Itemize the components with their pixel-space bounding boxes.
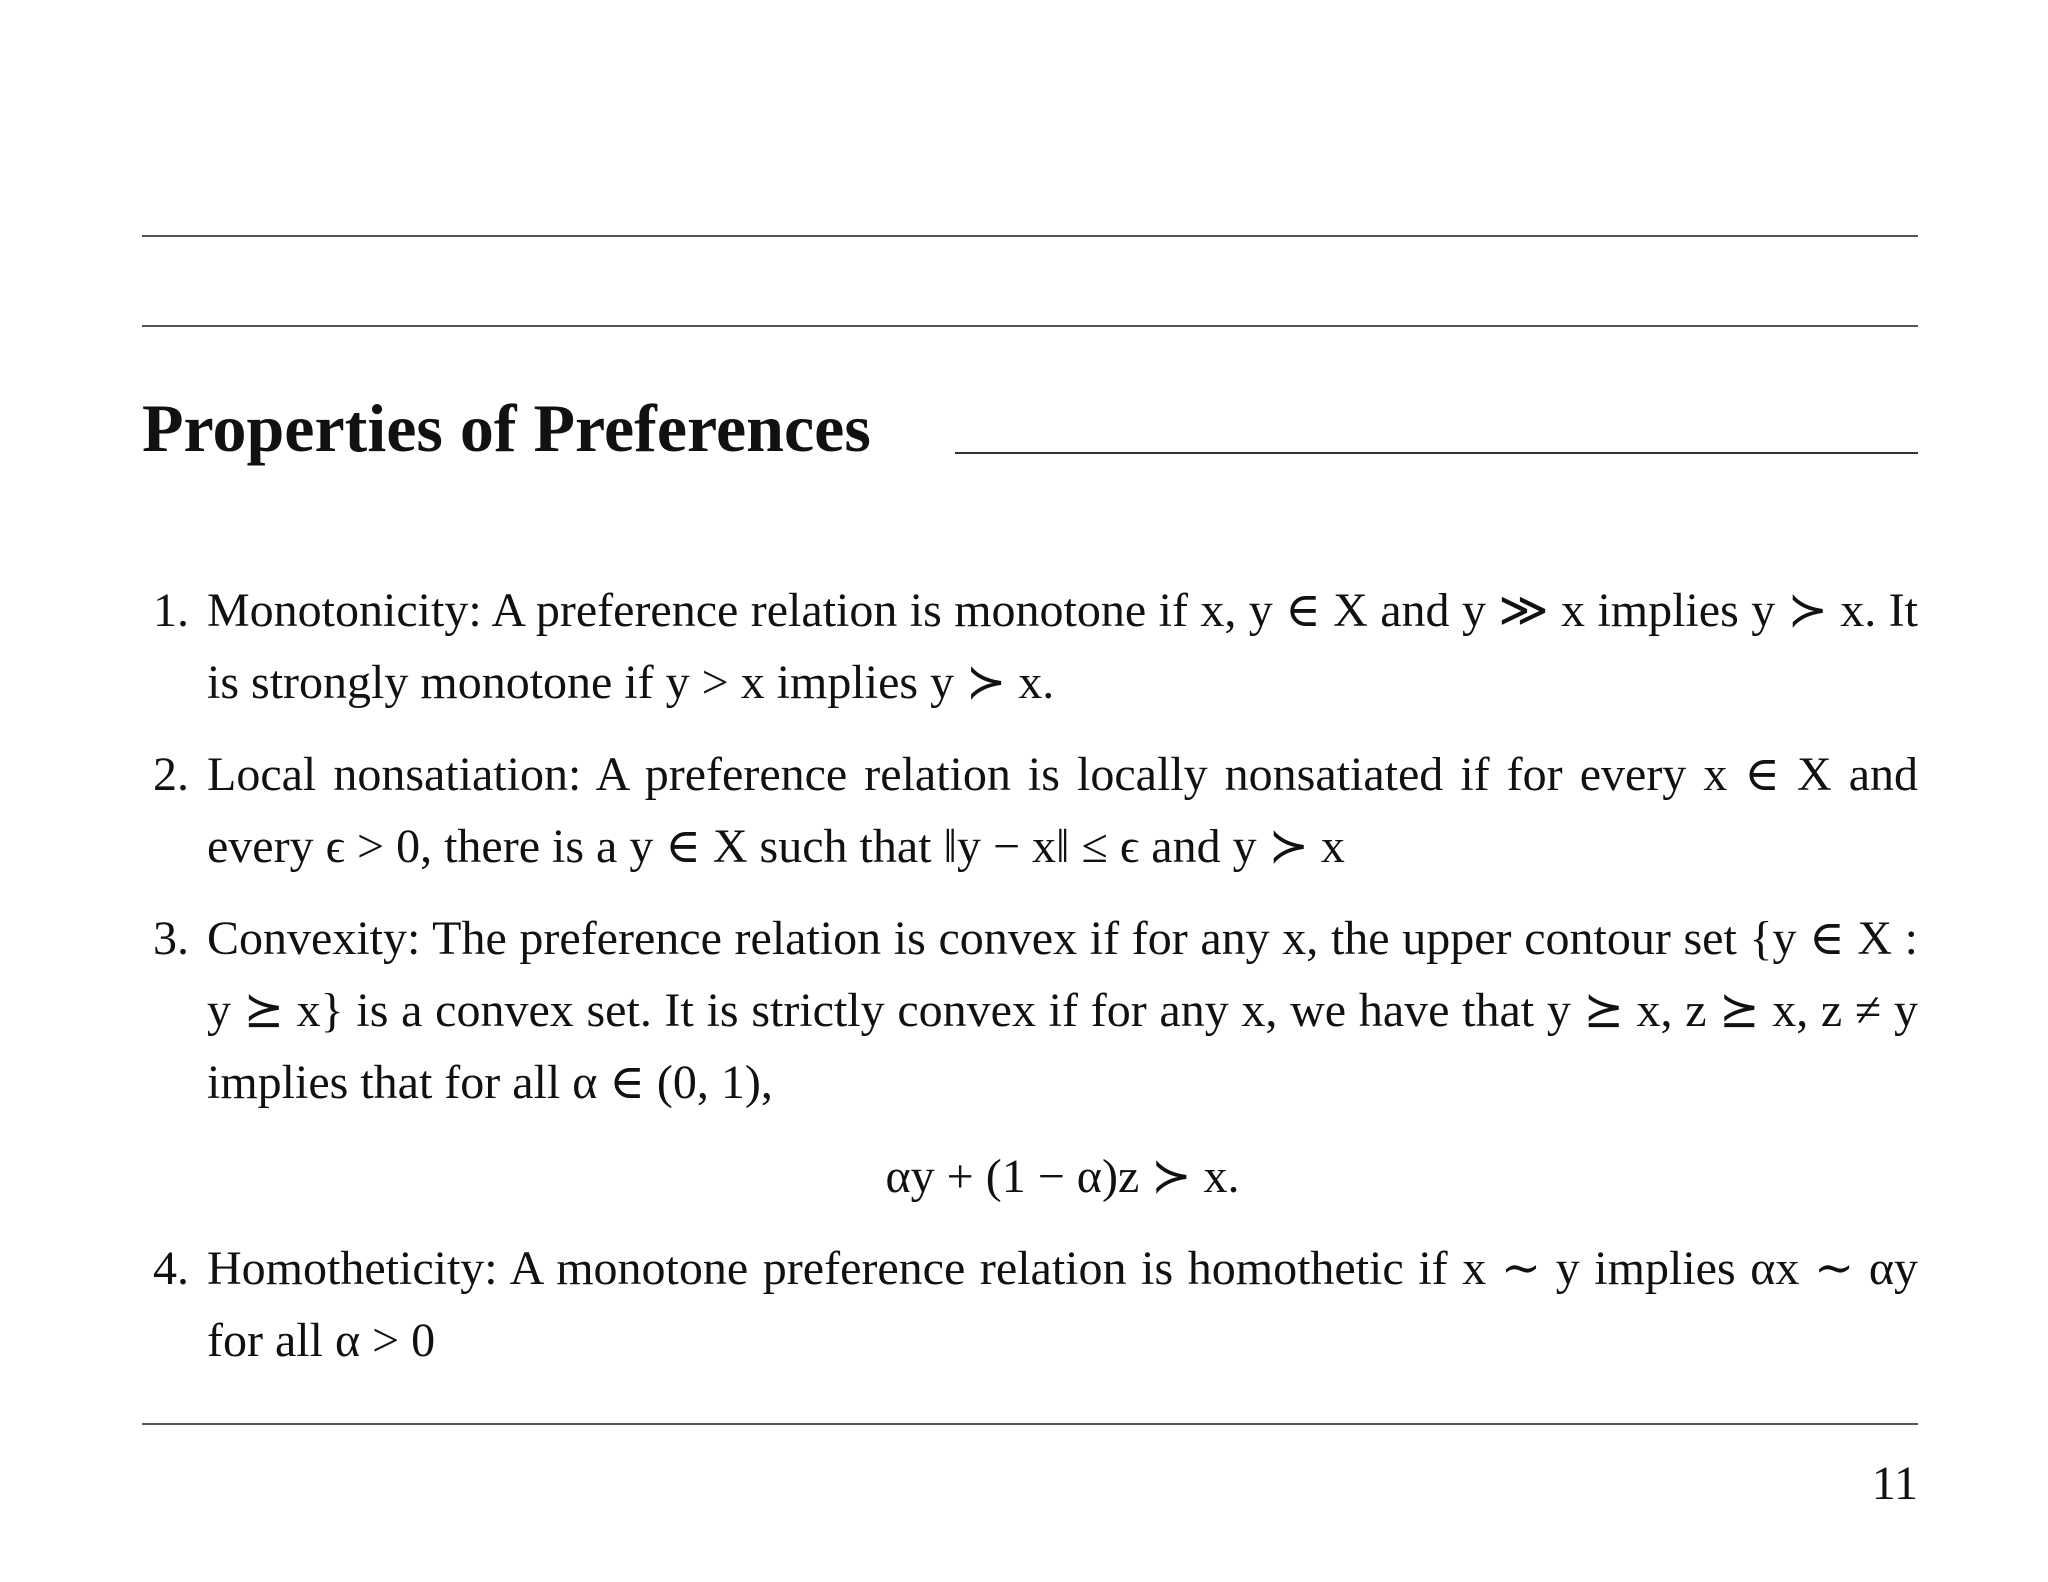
item-text: Homotheticity: A monotone preference relation is homothetic if x ∼ y implies αx ∼ αy for all α > 0 bbox=[207, 1242, 1918, 1367]
properties-list bbox=[142, 575, 1918, 1377]
item-text: Monotonicity: A preference relation is monotone if x, y ∈ X and y ≫ x implies y ≻ x. It is strongly monotone if y > x implies y ≻ x. bbox=[207, 584, 1918, 709]
title-underline-rule bbox=[955, 452, 1918, 454]
footer-rule bbox=[142, 1423, 1918, 1425]
page-number: 11 bbox=[1871, 1457, 1918, 1510]
item-number: 1. bbox=[153, 584, 189, 637]
list-item-homotheticity bbox=[142, 1233, 1918, 1377]
item-number: 2. bbox=[153, 748, 189, 801]
header-rule-top bbox=[142, 235, 1918, 237]
list-item-convexity bbox=[142, 903, 1918, 1213]
list-item-local-nonsatiation bbox=[142, 739, 1918, 883]
list-item-monotonicity bbox=[142, 575, 1918, 719]
item-number: 4. bbox=[153, 1242, 189, 1295]
item-number: 3. bbox=[153, 912, 189, 965]
header-rule-second bbox=[142, 325, 1918, 327]
item-text: Convexity: The preference relation is convex if for any x, the upper contour set {y ∈ X : y ⪰ x} is a convex set. It is strictly convex if for any x, we have that y ⪰ x, z ⪰ x, z ≠ y implies that for all α ∈ (0, 1), bbox=[207, 912, 1918, 1109]
display-equation: αy + (1 − α)z ≻ x. bbox=[885, 1150, 1240, 1203]
slide-title: Properties of Preferences bbox=[142, 390, 871, 466]
item-text: Local nonsatiation: A preference relation is locally nonsatiated if for every x ∈ X and every ϵ > 0, there is a y ∈ X such that ‖y − x‖ ≤ ϵ and y ≻ x bbox=[207, 748, 1918, 873]
